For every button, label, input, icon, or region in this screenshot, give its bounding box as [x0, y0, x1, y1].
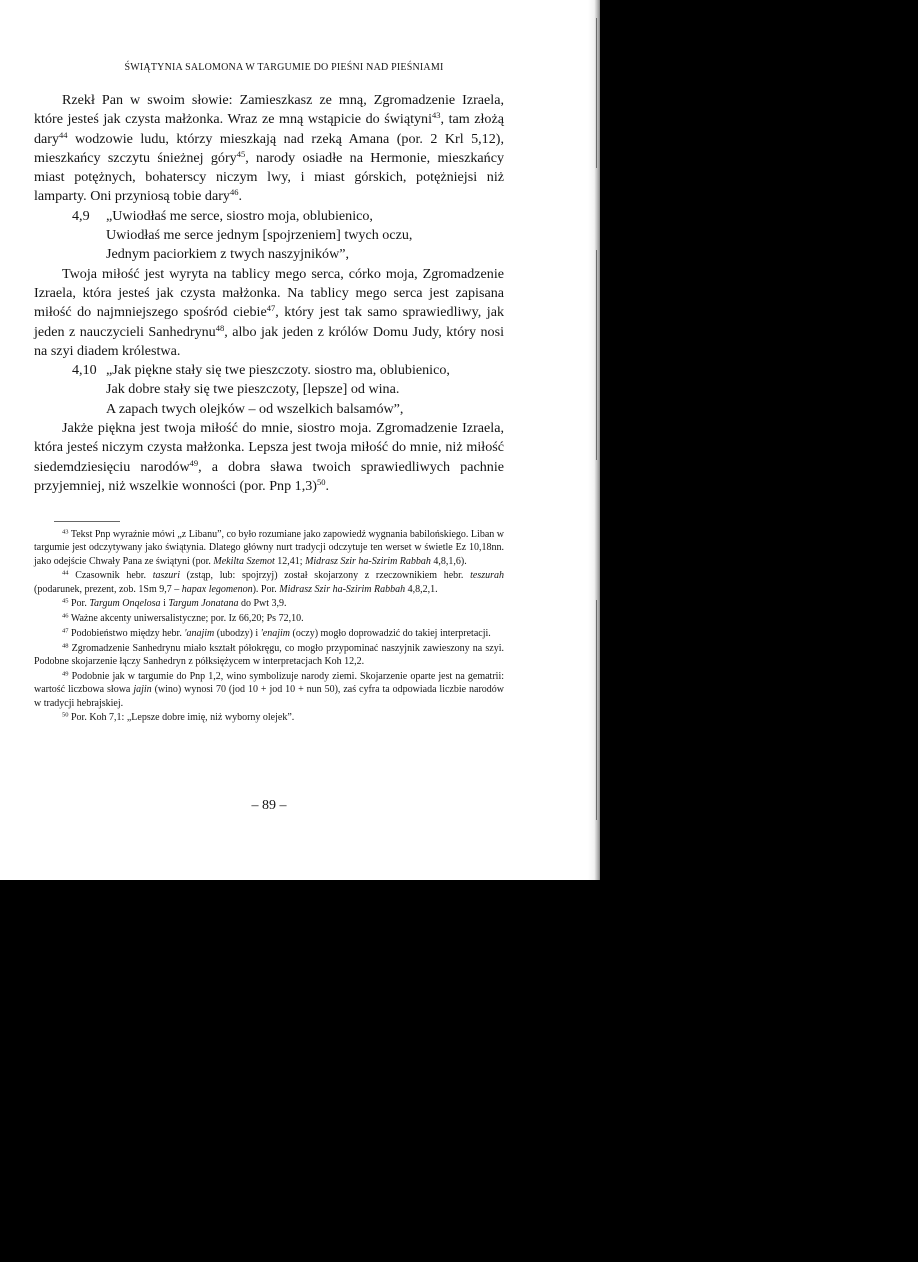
verse-line: Uwiodłaś me serce jednym [spojrzeniem] twych oczu, [106, 227, 413, 244]
spine-edge-line [596, 18, 597, 168]
page-spine-shadow [588, 0, 600, 880]
verse-line: Jednym paciorkiem z twych naszyjników”, [106, 246, 350, 263]
verse-quote [34, 207, 504, 265]
footnote-ref: 44 [59, 129, 68, 140]
footnotes [34, 528, 504, 726]
footnote: $^{45}$ Por. Targum Onqelosa i Targum Jonatana do Pwt 3,9. [62, 597, 287, 610]
page-number: – 89 – [251, 798, 287, 813]
footnote: $^{44}$ Czasownik hebr. taszuri (zstąp, lub: spojrzyj) został skojarzony z rzeczownikiem hebr. teszurah (podarunek, prezent, zob. 1Sm 9,7 – hapax legomenon). Por. Midrasz Szir ha-Szirim Rabbah 4,8,2,1. [34, 569, 505, 595]
verse-line: A zapach twych olejków – od wszelkich balsamów”, [106, 400, 404, 417]
footnote: $^{50}$ Por. Koh 7,1: „Lepsze dobre imię, niż wyborny olejek”. [62, 711, 295, 724]
verse-line: „Uwiodłaś me serce, siostro moja, oblubienico, [106, 207, 373, 224]
footnote: $^{49}$ Podobnie jak w targumie do Pnp 1,2, wino symbolizuje narody ziemi. Skojarzenie oparte jest na gematrii: wartość liczbowa słowa jajin (wino) wynosi 70 (jod 10 + jod 10 + nun 50), zaś cyfra ta odpowiada liczbie narodów w tradycji hebrajskiej. [34, 670, 504, 709]
spine-edge-line [596, 250, 597, 460]
footnote: $^{48}$ Zgromadzenie Sanhedrynu miało kształt półokręgu, co mogło przypominać naszyjnik zawieszony na szyi. Podobne skojarzenie łączy Sanhedryn z półksiężycem w interpretacjach Koh 12,2. [34, 642, 505, 668]
book-page [0, 0, 600, 880]
footnote-ref: 48 [215, 322, 225, 333]
footnote-separator [54, 521, 120, 522]
footnote: $^{47}$ Podobieństwo między hebr. 'anajim (ubodzy) i 'enajim (oczy) mogło doprowadzić do takiej interpretacji. [62, 627, 491, 640]
footnote-ref: 47 [266, 303, 276, 314]
main-text [34, 91, 504, 496]
verse-line: „Jak piękne stały się twe pieszczoty. siostro ma, oblubienico, [106, 362, 450, 379]
running-head: ŚWIĄTYNIA SALOMONA W TARGUMIE DO PIEŚNI NAD PIEŚNIAMI [124, 62, 444, 73]
verse-number: 4,10 [72, 362, 97, 379]
verse-number: 4,9 [72, 207, 90, 224]
footnote-ref: 49 [189, 457, 199, 468]
footnote: $^{43}$ Tekst Pnp wyraźnie mówi „z Libanu”, co było rozumiane jako zapowiedź wygnania babilońskiego. Liban w targumie jest odczytywany jako świątynia. Dlatego główny nurt tradycji odczytuje ten werset w świetle Ez 10,18nn. jako odejście Chwały Pana ze świątyni (por. Mekilta Szemot 12,41; Midrasz Szir ha-Szirim Rabbah 4,8,1,6). [34, 528, 504, 567]
footnote-ref: 45 [236, 148, 246, 159]
paragraph: Twoja miłość jest wyryta na tablicy mego serca, córko moja, Zgromadzenie Izraela, która jesteś jak czysta małżonka. Na tablicy mego serca jest zapisana miłość do najmniejszego spośród ciebie$^{47}$, który jest tak samo sprawiedliwy, jak jeden z nauczycieli Sanhedrynu$^{48}$, albo jak jeden z królów Domu Judy, który nosi na szyi diadem królestwa. [34, 265, 504, 359]
verse-quote [34, 361, 504, 419]
paragraph: Jakże piękna jest twoja miłość do mnie, siostro moja. Zgromadzenie Izraela, która jesteś niczym czysta małżonka. Lepsza jest twoja miłość do mnie, niż miłość siedemdziesięciu narodów$^{49}$, a dobra sława twoich sprawiedliwych pachnie przyjemniej, niż wszelkie wonności (por. Pnp 1,3)$^{50}$. [34, 420, 505, 494]
footnote-ref: 43 [432, 110, 441, 121]
verse-line: Jak dobre stały się twe pieszczoty, [lepsze] od wina. [106, 381, 400, 398]
paragraph: Rzekł Pan w swoim słowie: Zamieszkasz ze mną, Zgromadzenie Izraela, które jesteś jak czysta małżonka. Wraz ze mną wstąpicie do świątyni$^{43}$, tam złożą dary$^{44}$ wodzowie ludu, którzy mieszkają nad rzeką Amana (por. 2 Krl 5,12), mieszkańcy szczytu śnieżnej góry$^{45}$, narody osiadłe na Hermonie, mieszkańcy miast potężnych, bohaterscy niczym lwy, i miast górskich, potężniejsi niż lamparty. Oni przyniosą tobie dary$^{46}$. [34, 92, 504, 205]
spine-edge-line [596, 600, 597, 820]
footnote: $^{46}$ Ważne akcenty uniwersalistyczne; por. Iz 66,20; Ps 72,10. [62, 612, 304, 625]
footnote-ref: 50 [317, 476, 326, 487]
footnote-ref: 46 [229, 187, 239, 198]
